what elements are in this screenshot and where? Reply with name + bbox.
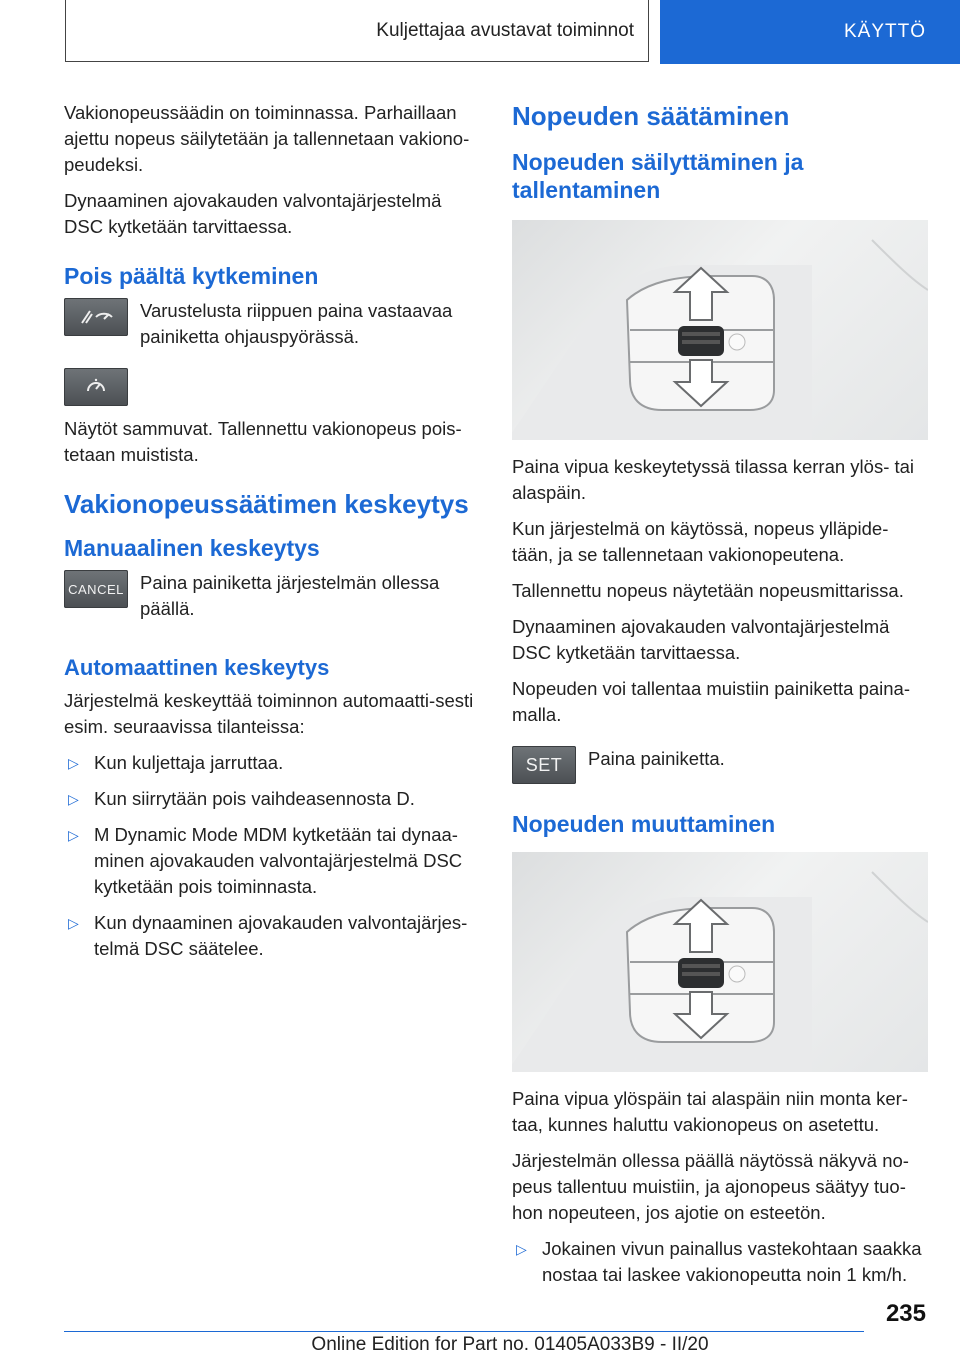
cancel-button-icon: CANCEL (64, 570, 128, 608)
list-item: ▷ Jokainen vivun painallus vastekohtaan saakka nostaa tai laskee vakionopeutta noin 1 km/h. (516, 1238, 922, 1285)
set-row (512, 746, 928, 784)
triangle-bullet-icon: ▷ (68, 755, 79, 771)
triangle-bullet-icon: ▷ (516, 1241, 527, 1257)
footer-divider (64, 1331, 864, 1332)
paragraph: Järjestelmä keskeyttää toiminnon automaatti‐sesti esim. seuraavissa tilanteissa: (64, 690, 474, 737)
paragraph: Nopeuden voi tallentaa muistiin painiketta paina‐malla. (512, 678, 911, 725)
paragraph: Paina vipua ylöspäin tai alaspäin niin monta ker‐taa, kunnes haluttu vakionopeus on asetettu. (512, 1088, 908, 1135)
list-item: ▷ Kun kuljettaja jarruttaa. (64, 750, 478, 776)
paragraph: Vakionopeussäädin on toiminnassa. Parhaillaan ajettu nopeus säilytetään ja tallennetaan vakiono‐peudeksi. (64, 102, 470, 175)
chapter-tab: KÄYTTÖ (660, 0, 960, 64)
heading-manual: Manuaalinen keskeytys (64, 535, 320, 561)
manual-text: Paina painiketta järjestelmän ollessa päällä. (140, 572, 440, 619)
page-header (0, 0, 960, 66)
cruise-control-button-icon (64, 298, 128, 336)
set-button-icon: SET (512, 746, 576, 784)
heading-interrupt: Vakionopeussäätimen keskeytys (64, 489, 469, 519)
paragraph: Paina vipua keskeytetyssä tilassa kerran ylös- tai alaspäin. (512, 456, 915, 503)
speed-limiter-button-icon (64, 368, 128, 406)
heading-auto: Automaattinen keskeytys (64, 655, 330, 680)
heading-adjust: Nopeuden säätäminen (512, 101, 790, 131)
section-title: Kuljettajaa avustavat toiminnot (65, 0, 649, 62)
triangle-bullet-icon: ▷ (68, 827, 79, 843)
right-column (512, 100, 928, 1298)
change-bullet-list (512, 1236, 928, 1288)
auto-bullet-list (64, 750, 478, 962)
heading-switch-off: Pois päältä kytkeminen (64, 263, 319, 289)
triangle-bullet-icon: ▷ (68, 915, 79, 931)
paragraph: Dynaaminen ajovakauden valvontajärjestelmä DSC kytketään tarvittaessa. (64, 190, 442, 237)
set-text: Paina painiketta. (588, 748, 725, 769)
paragraph: Järjestelmän ollessa päällä näytössä näkyvä no‐peus tallentuu muistiin, ja ajonopeus säätyy tuo‐hon nopeuteen, jos ajotie on esteetön. (512, 1150, 909, 1223)
switch-off-row (64, 298, 478, 360)
list-item: ▷ Kun siirrytään pois vaihdeasennosta D. (64, 786, 478, 812)
switch-off-row-2 (64, 368, 478, 406)
paragraph: Tallennettu nopeus näytetään nopeusmittarissa. (512, 580, 904, 601)
page-number: 235 (885, 1300, 926, 1327)
paragraph: Kun järjestelmä on käytössä, nopeus ylläpide‐tään, ja se tallennetaan vakionopeutena. (512, 518, 889, 565)
steering-wheel-rocker-photo-2 (512, 852, 928, 1072)
triangle-bullet-icon: ▷ (68, 791, 79, 807)
heading-change: Nopeuden muuttaminen (512, 811, 776, 837)
list-item: ▷ M Dynamic Mode MDM kytketään tai dynaa‐minen ajovakauden valvontajärjestelmä DSC kytketään pois toiminnasta. (68, 824, 463, 897)
paragraph: Dynaaminen ajovakauden valvontajärjestelmä DSC kytketään tarvittaessa. (512, 616, 890, 663)
heading-keep: Nopeuden säilyttäminen ja tallentaminen (512, 149, 804, 203)
switch-off-text: Varustelusta riippuen paina vastaavaa painiketta ohjauspyörässä. (140, 300, 453, 347)
paragraph: Näytöt sammuvat. Tallennettu vakionopeus pois‐tetaan muistista. (64, 418, 462, 465)
list-item: ▷ Kun dynaaminen ajovakauden valvontajärjes‐telmä DSC säätelee. (68, 912, 468, 959)
steering-wheel-rocker-photo (512, 220, 928, 440)
left-column (64, 100, 478, 972)
manual-row (64, 570, 478, 632)
footer-edition: Online Edition for Part no. 01405A033B9 - II/20 (311, 1334, 709, 1355)
